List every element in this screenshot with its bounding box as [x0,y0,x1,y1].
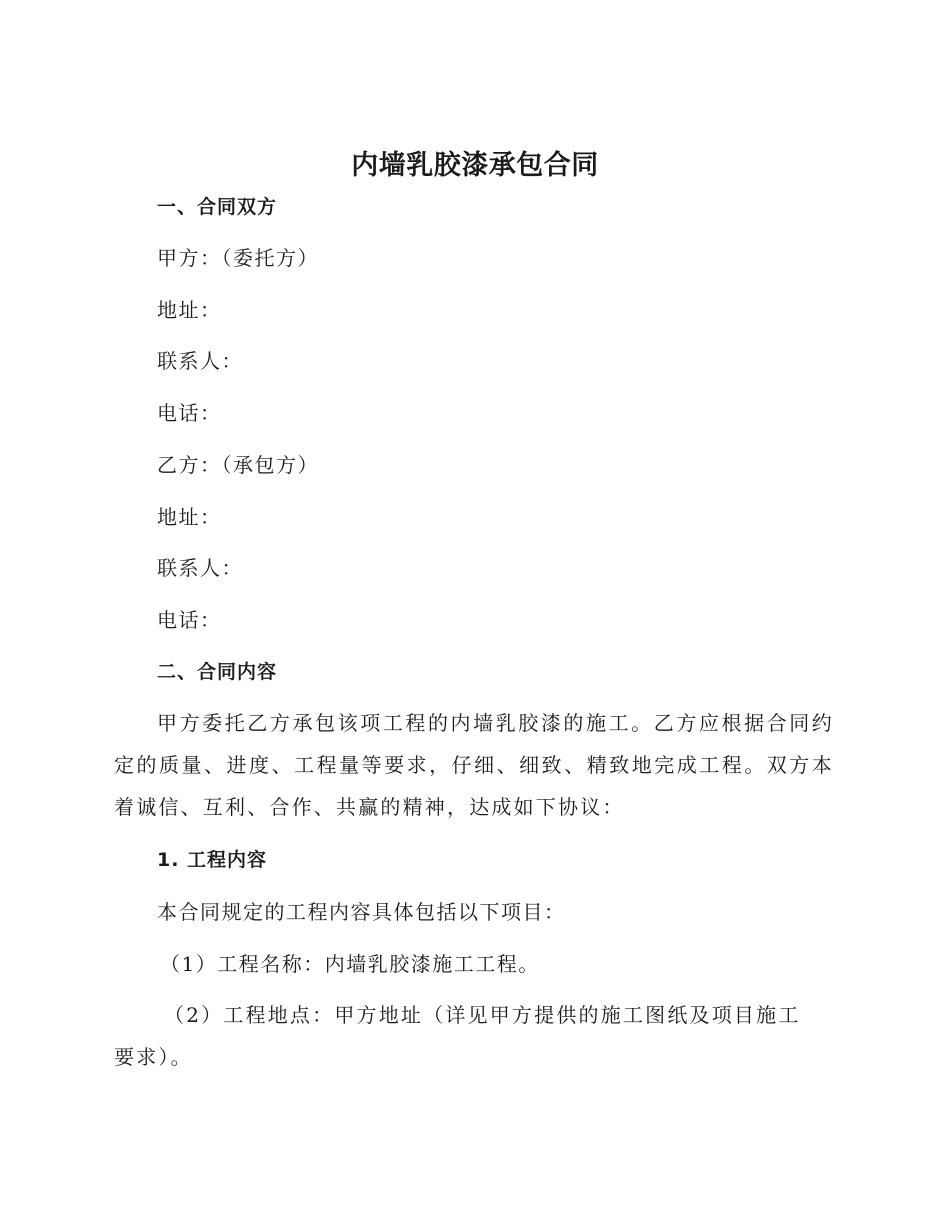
party-a-label: 甲方：（委托方） [157,246,319,270]
scope-intro: 本合同规定的工程内容具体包括以下项目： [157,900,566,924]
party-b-address: 地址： [157,505,222,529]
party-b-phone: 电话： [157,608,222,632]
party-b-contact: 联系人： [157,556,243,580]
party-b-label: 乙方：（承包方） [157,453,319,477]
party-a-contact: 联系人： [157,349,243,373]
subsection-heading-scope: 1. 工程内容 [157,849,268,871]
scope-item-2: （2）工程地点：甲方地址（详见甲方提供的施工图纸及项目施工要求）。 [114,1003,801,1069]
document-title: 内墙乳胶漆承包合同 [351,150,599,181]
scope-item-1: （1）工程名称：内墙乳胶漆施工工程。 [160,952,540,976]
party-a-phone: 电话： [157,401,222,425]
party-a-address: 地址： [157,298,222,322]
section-content-paragraph: 甲方委托乙方承包该项工程的内墙乳胶漆的施工。乙方应根据合同约定的质量、进度、工程量等要求，仔细、细致、精致地完成工程。双方本着诚信、互利、合作、共赢的精神，达成如下协议： [114,711,834,819]
section-heading-parties: 一、合同双方 [157,196,278,218]
section-heading-content: 二、合同内容 [157,661,278,683]
